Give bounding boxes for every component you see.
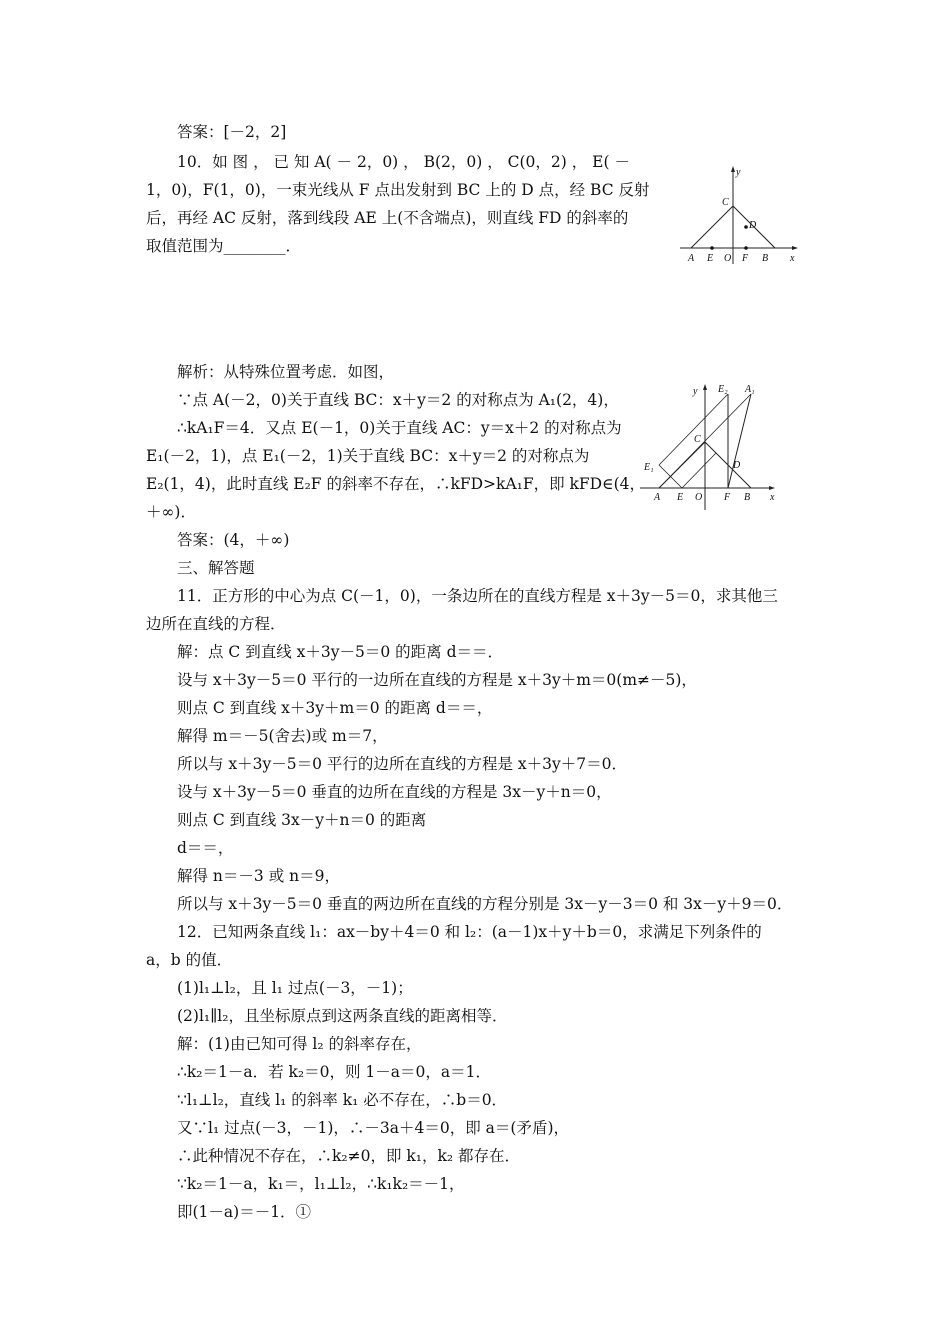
- text-line: 所以与 x＋3y－5＝0 平行的边所在直线的方程是 x＋3y＋7＝0．: [177, 755, 627, 773]
- label-a: A: [654, 492, 661, 503]
- text-line: ∴k₂＝1－a．若 k₂＝0，则 1－a＝0，a＝1．: [177, 1063, 491, 1081]
- text-line: (2)l₁∥l₂，且坐标原点到这两条直线的距离相等．: [177, 1007, 508, 1025]
- text-line: 则点 C 到直线 x＋3y＋m＝0 的距离 d＝＝，: [177, 699, 493, 717]
- label-f: F: [724, 492, 731, 503]
- point-d: [744, 225, 748, 229]
- text-line: 解得 n＝－3 或 n＝9，: [177, 867, 340, 885]
- text-line: ∵k₂＝1－a，k₁＝，l₁⊥l₂，∴k₁k₂＝－1，: [177, 1175, 465, 1193]
- text-line: 11．正方形的中心为点 C(－1，0)，一条边所在的直线方程是 x＋3y－5＝0，求其他三: [177, 587, 778, 605]
- label-y: y: [736, 167, 741, 178]
- point-e: [710, 246, 714, 250]
- text-line: 答案：(4，＋∞): [177, 531, 290, 549]
- text-line: 三、解答题: [177, 559, 255, 577]
- text-line: 设与 x＋3y－5＝0 平行的一边所在直线的方程是 x＋3y＋m＝0(m≠－5)，: [177, 671, 697, 689]
- label-e: E: [707, 253, 714, 264]
- text-line: 答案：[－2，2]: [177, 123, 287, 141]
- text-line: a，b 的值．: [146, 951, 233, 969]
- label-d: D: [749, 220, 757, 231]
- label-x: x: [770, 492, 775, 503]
- text-line: 解：点 C 到直线 x＋3y－5＝0 的距离 d＝＝．: [177, 643, 504, 661]
- text-line: 所以与 x＋3y－5＝0 垂直的两边所在直线的方程分别是 3x－y－3＝0 和 3x－y＋9＝0．: [177, 895, 793, 913]
- text-line: 设与 x＋3y－5＝0 垂直的边所在直线的方程是 3x－y＋n＝0，: [177, 783, 612, 801]
- label-c: C: [694, 434, 701, 445]
- figure-problem-10: [674, 160, 806, 268]
- text-line: 后，再经 AC 反射，落到线段 AE 上(不含端点)，则直线 FD 的斜率的: [146, 209, 629, 227]
- label-a: A: [688, 253, 695, 264]
- label-b: B: [762, 253, 769, 264]
- label-e: E: [677, 492, 684, 503]
- text-line: 又∵l₁ 过点(－3，－1)，∴－3a＋4＝0，即 a＝(矛盾)，: [177, 1119, 570, 1137]
- label-e2: E₂: [718, 384, 728, 395]
- label-o: O: [724, 253, 732, 264]
- text-line: ∴kA₁F＝4．又点 E(－1，0)关于直线 AC：y＝x＋2 的对称点为: [177, 419, 622, 437]
- text-line: 1，0)，F(1，0)，一束光线从 F 点出发射到 BC 上的 D 点，经 BC 反射: [146, 181, 650, 199]
- text-line: E₂(1，4)，此时直线 E₂F 的斜率不存在，∴kFD>kA₁F，即 kFD∈(4，: [146, 475, 645, 493]
- label-d: D: [733, 460, 741, 471]
- text-line: (1)l₁⊥l₂，且 l₁ 过点(－3，－1)；: [177, 979, 413, 997]
- line-a1f: [728, 394, 751, 488]
- label-o: O: [695, 492, 703, 503]
- text-line: 解得 m＝－5(舍去)或 m＝7，: [177, 727, 388, 745]
- label-y: y: [693, 386, 698, 397]
- text-line: ∴此种情况不存在，∴k₂≠0，即 k₁，k₂ 都存在．: [177, 1147, 521, 1165]
- text-line: ＋∞)．: [146, 503, 196, 521]
- label-f: F: [742, 253, 749, 264]
- label-c: C: [722, 197, 729, 208]
- text-line: 10．如 图 ， 已 知 A( － 2，0) ， B(2，0) ， C(0，2) ， E( －: [177, 153, 630, 171]
- label-x: x: [790, 253, 795, 264]
- text-line: 解：(1)由已知可得 l₂ 的斜率存在，: [177, 1035, 422, 1053]
- text-line: 即(1－a)＝－1．①: [177, 1203, 312, 1221]
- text-line: 取值范围为________．: [146, 237, 302, 255]
- label-b: B: [744, 492, 751, 503]
- line-e-reflect: [682, 453, 716, 488]
- text-line: d＝＝，: [177, 839, 234, 857]
- text-line: 边所在直线的方程．: [146, 615, 286, 633]
- label-a1: A₁: [745, 384, 755, 395]
- text-line: ∵点 A(－2，0)关于直线 BC：x＋y＝2 的对称点为 A₁(2，4)，: [177, 391, 619, 409]
- text-line: E₁(－2，1)，点 E₁(－2，1)关于直线 BC：x＋y＝2 的对称点为: [146, 447, 590, 465]
- text-line: 解析：从特殊位置考虑．如图，: [177, 363, 395, 381]
- text-line: 则点 C 到直线 3x－y＋n＝0 的距离: [177, 811, 427, 829]
- point-f: [744, 246, 748, 250]
- figure-analysis: [636, 376, 784, 514]
- text-line: 12．已知两条直线 l₁：ax－by＋4＝0 和 l₂：(a－1)x＋y＋b＝0，求满足下列条件的: [177, 923, 762, 941]
- segment-ac: [691, 206, 733, 248]
- text-line: ∵l₁⊥l₂，直线 l₁ 的斜率 k₁ 必不存在，∴b＝0．: [177, 1091, 508, 1109]
- label-e1: E₁: [644, 462, 654, 473]
